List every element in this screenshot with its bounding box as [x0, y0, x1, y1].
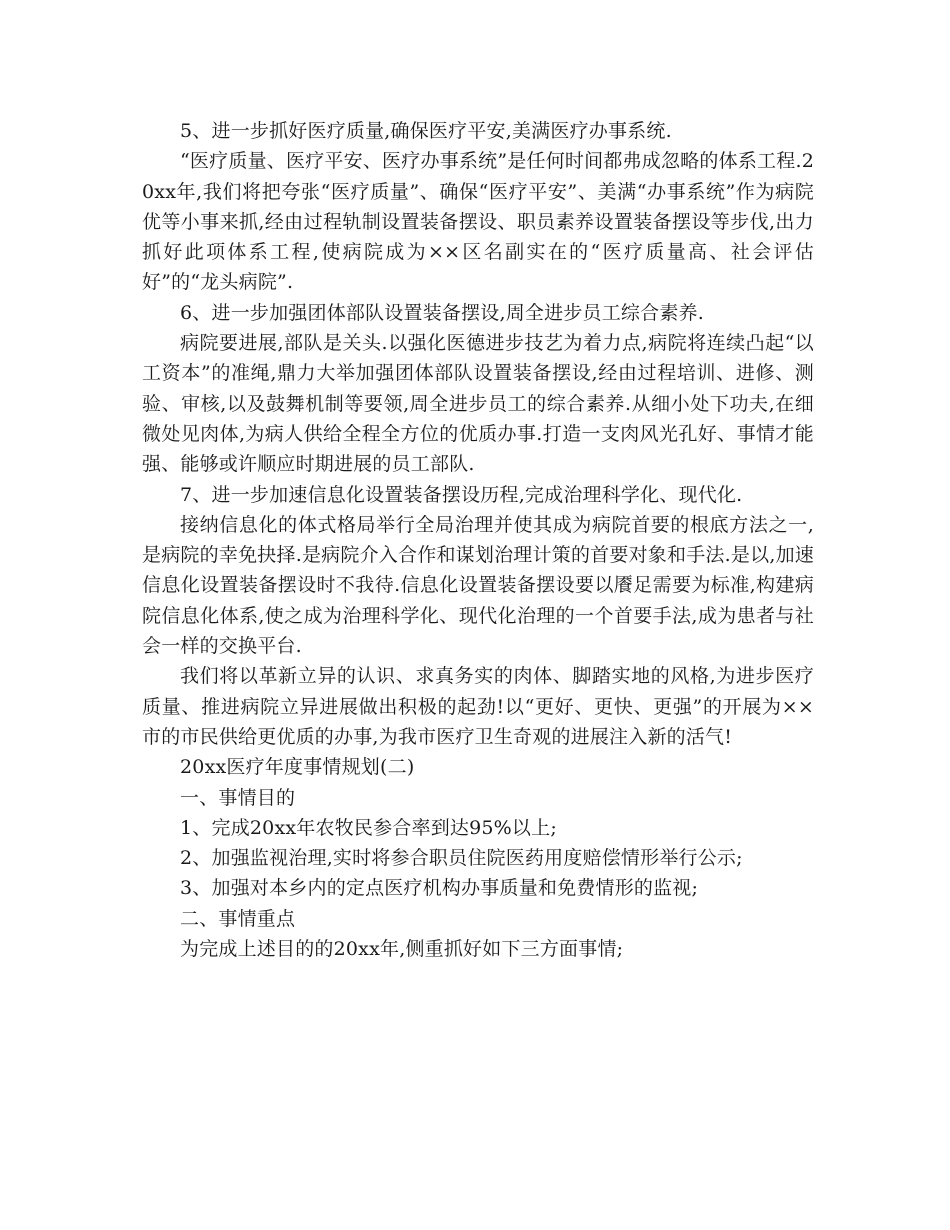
paragraph-medical-quality: “医疗质量、医疗平安、医疗办事系统”是任何时间都弗成忽略的体系工程.20xx年,我们将把夸张“医疗质量”、确保“医疗平安”、美满“办事系统”作为病院优等小事来抓,经由过程轨制设置装备摆设、职员素养设置装备摆设等步伐,出力抓好此项体系工程,使病院成为××区名副实在的“医疗质量高、社会评估好”的“龙头病院”.: [142, 150, 814, 294]
goal-item-2: 2、加强监视治理,实时将参合职员住院医药用度赔偿情形举行公示;: [180, 847, 743, 870]
paragraph-item-7-heading: 7、进一步加速信息化设置装备摆设历程,完成治理科学化、现代化.: [180, 483, 743, 506]
section-title-plan-two: 20xx医疗年度事情规划(二): [180, 756, 415, 779]
paragraph-team-building: 病院要进展,部队是关头.以强化医德进步技艺为着力点,病院将连续凸起“以工资本”的准绳,鼎力大举加强团体部队设置装备摆设,经由过程培训、进修、测验、审核,以及鼓舞机制等要领,周全进步员工的综合素养.从细小处下功夫,在细微处见肉体,为病人供给全程全方位的优质办事.打造一支肉风光孔好、事情才能强、能够或许顺应时期进展的员工部队.: [142, 332, 814, 476]
heading-work-focus: 二、事情重点: [180, 907, 296, 930]
paragraph-work-focus-intro: 为完成上述目的的20xx年,侧重抓好如下三方面事情;: [180, 938, 624, 961]
heading-work-goals: 一、事情目的: [180, 786, 296, 809]
paragraph-conclusion: 我们将以革新立异的认识、求真务实的肉体、脚踏实地的风格,为进步医疗质量、推进病院立异进展做出积极的起劲!以“更好、更快、更强”的开展为××市的市民供给更优质的办事,为我市医疗卫生奇观的进展注入新的活气!: [142, 665, 814, 748]
paragraph-informatization: 接纳信息化的体式格局举行全局治理并使其成为病院首要的根底方法之一,是病院的幸免抉择.是病院介入合作和谋划治理计策的首要对象和手法.是以,加速信息化设置装备摆设时不我待.信息化设置装备摆设要以餍足需要为标准,构建病院信息化体系,使之成为治理科学化、现代化治理的一个首要手法,成为患者与社会一样的交换平台.: [142, 513, 814, 658]
paragraph-item-5-heading: 5、进一步抓好医疗质量,确保医疗平安,美满医疗办事系统.: [180, 120, 672, 142]
goal-item-1: 1、完成20xx年农牧民参合率到达95%以上;: [180, 816, 557, 839]
document-body: [142, 116, 814, 964]
goal-item-3: 3、加强对本乡内的定点医疗机构办事质量和免费情形的监视;: [180, 877, 699, 900]
paragraph-item-6-heading: 6、进一步加强团体部队设置装备摆设,周全进步员工综合素养.: [180, 301, 704, 324]
